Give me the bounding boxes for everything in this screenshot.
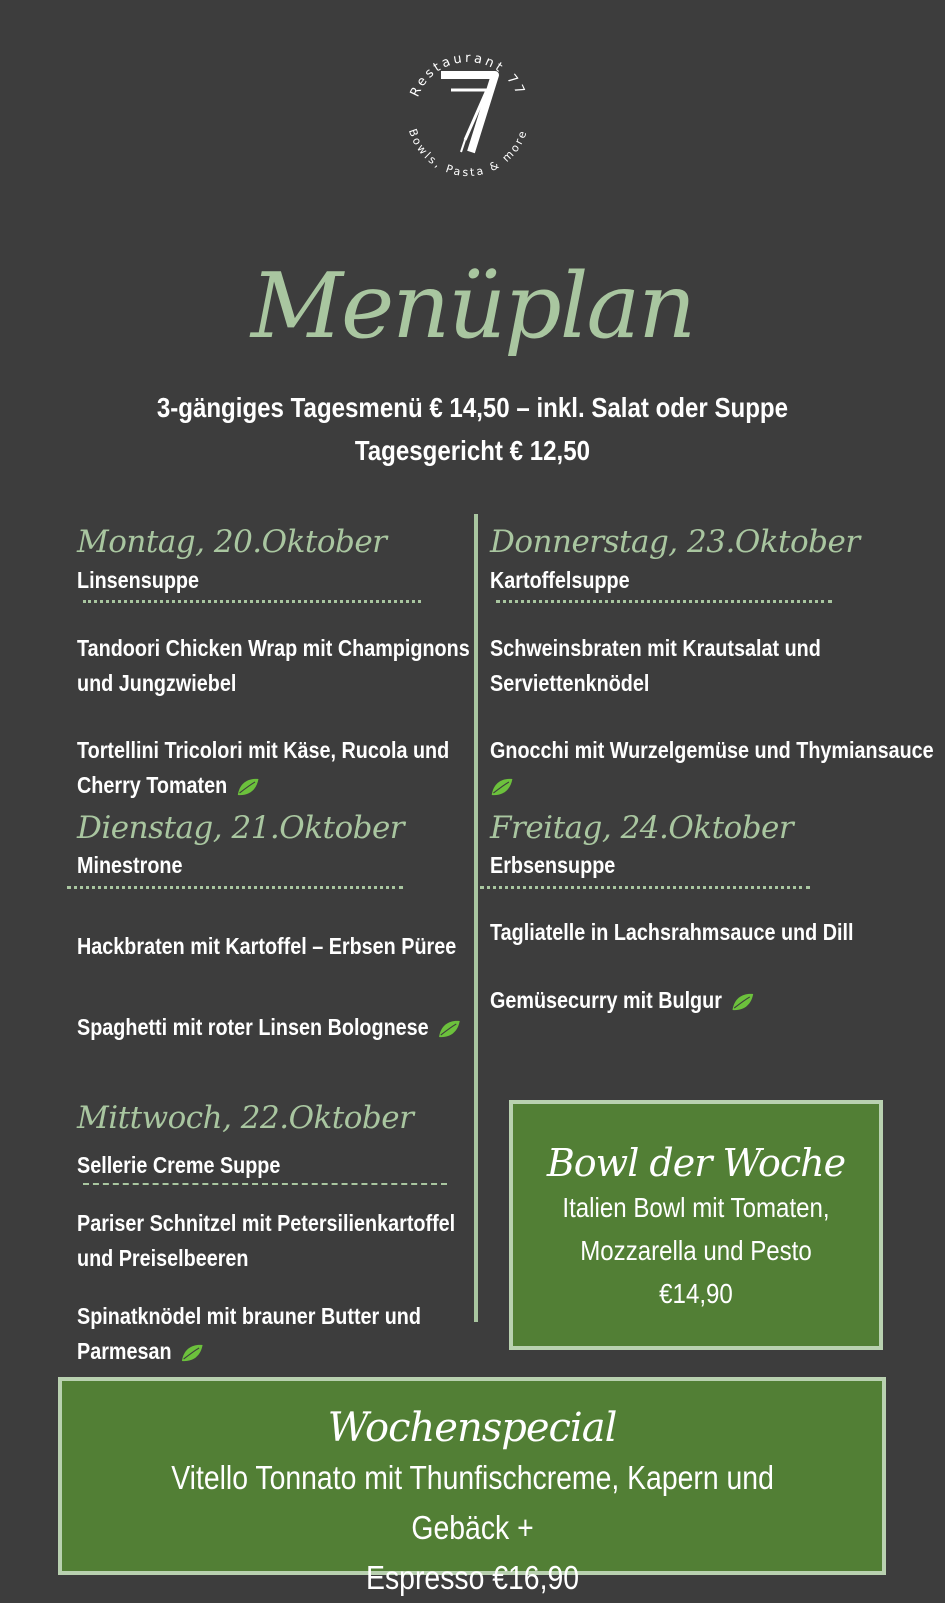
dish-friday-1: Tagliatelle in Lachsrahmsauce und Dill	[490, 919, 854, 945]
soup-monday: Linsensuppe	[77, 567, 199, 593]
day-heading-monday: Montag, 20.Oktober	[77, 524, 387, 560]
separator	[67, 886, 403, 889]
logo-ring-top: Restaurant 77	[407, 50, 529, 100]
leaf-icon	[490, 777, 514, 797]
dish-monday-1: Tandoori Chicken Wrap mit Champignons und Jungzwiebel	[77, 635, 470, 696]
dish-wednesday-1: Pariser Schnitzel mit Petersilienkartoffel und Preiselbeeren	[77, 1210, 456, 1271]
restaurant-logo	[393, 40, 543, 190]
dish-friday-2: Gemüsecurry mit Bulgur	[490, 983, 755, 1018]
leaf-icon	[731, 992, 755, 1012]
separator	[496, 600, 832, 603]
day-heading-wednesday: Mittwoch, 22.Oktober	[77, 1100, 414, 1136]
special-description: Vitello Tonnato mit Thunfischcreme, Kapern und Gebäck + Espresso €16,90	[171, 1459, 774, 1596]
separator	[480, 886, 810, 889]
soup-friday: Erbsensuppe	[490, 852, 616, 878]
dish-tuesday-2: Spaghetti mit roter Linsen Bolognese	[77, 1010, 461, 1045]
daily-menu-offer: 3-gängiges Tagesmenü € 14,50 – inkl. Salat oder Suppe	[156, 392, 789, 423]
bowl-of-the-week-box	[509, 1100, 883, 1350]
soup-tuesday: Minestrone	[77, 852, 183, 878]
page-title: Menüplan	[250, 254, 695, 359]
special-title: Wochenspecial	[327, 1405, 617, 1451]
soup-wednesday: Sellerie Creme Suppe	[77, 1152, 281, 1178]
dish-thursday-1: Schweinsbraten mit Krautsalat und Serviettenknödel	[490, 635, 821, 696]
bowl-title: Bowl der Woche	[546, 1141, 846, 1185]
logo-ring-bottom: Bowls, Pasta & more	[405, 127, 531, 180]
bowl-description: Italien Bowl mit Tomaten, Mozzarella und Pesto €14,90	[562, 1192, 830, 1309]
leaf-icon	[180, 1343, 204, 1363]
dish-tuesday-1: Hackbraten mit Kartoffel – Erbsen Püree	[77, 933, 457, 959]
leaf-icon	[236, 777, 260, 797]
dish-monday-2: Tortellini Tricolori mit Käse, Rucola und Cherry Tomaten	[77, 737, 450, 798]
day-heading-thursday: Donnerstag, 23.Oktober	[490, 524, 860, 560]
column-divider	[474, 514, 478, 1322]
dish-thursday-2: Gnocchi mit Wurzelgemüse und Thymiansauce	[490, 733, 934, 803]
day-heading-friday: Freitag, 24.Oktober	[490, 810, 794, 846]
soup-thursday: Kartoffelsuppe	[490, 567, 630, 593]
daily-dish-offer: Tagesgericht € 12,50	[354, 435, 590, 466]
separator	[83, 1183, 447, 1185]
leaf-icon	[437, 1019, 461, 1039]
dish-wednesday-2: Spinatknödel mit brauner Butter und Parmesan	[77, 1303, 421, 1364]
day-heading-tuesday: Dienstag, 21.Oktober	[77, 810, 405, 846]
weekly-special-box	[58, 1377, 886, 1596]
separator	[83, 600, 421, 603]
